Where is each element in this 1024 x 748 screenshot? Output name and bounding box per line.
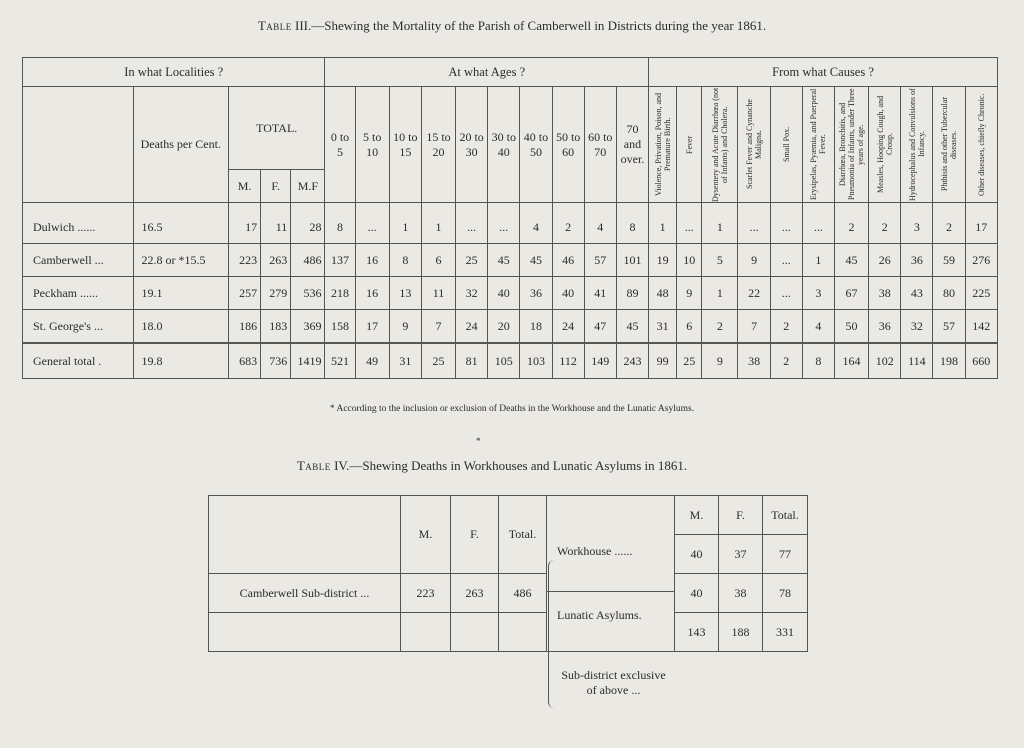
value-cell: 1	[421, 203, 455, 244]
value-cell: 16	[355, 277, 389, 310]
value-cell: 36	[520, 277, 552, 310]
table-row	[23, 244, 998, 277]
table-3-title-text: III.—Shewing the Mortality of the Parish of Camberwell in Districts during the year 1861.	[291, 18, 767, 33]
value-cell: 2	[770, 310, 802, 344]
value-cell: 369	[291, 310, 325, 344]
value-cell: 36	[869, 310, 901, 344]
value-cell: 24	[552, 310, 584, 344]
deaths-per-cent-cell: 18.0	[133, 310, 228, 344]
table-row	[209, 496, 808, 535]
ages-group-header: At what Ages ?	[325, 58, 649, 87]
value-cell: ...	[456, 203, 488, 244]
value-cell: 276	[965, 244, 997, 277]
value-cell: 32	[901, 310, 933, 344]
value-cell: 225	[965, 277, 997, 310]
value-cell: 8	[616, 203, 648, 244]
sub-row-label: Sub-district exclusive of above ...	[561, 668, 666, 697]
value-cell: 2	[869, 203, 901, 244]
cause-header-text: Fever	[684, 135, 694, 154]
causes-group-header: From what Causes ?	[649, 58, 998, 87]
table-row	[23, 277, 998, 310]
value-cell: 17	[355, 310, 389, 344]
value-cell: 18	[520, 310, 552, 344]
value-cell: 1	[649, 203, 677, 244]
value-cell: 25	[677, 343, 702, 379]
cause-header	[770, 87, 802, 203]
value-cell: 223	[401, 574, 451, 613]
value-cell: 683	[229, 343, 261, 379]
blank-cell	[451, 613, 499, 652]
cause-header-text: Erysipelas, Pyæmia, and Puerperal Fever.	[809, 88, 828, 201]
value-cell: 3	[802, 277, 834, 310]
cause-header-text: Dysentery and Acute Diarrhœa (not of Infants) and Cholera.	[710, 87, 729, 202]
value-cell: 40	[552, 277, 584, 310]
locality-cell: St. George's ...	[23, 310, 134, 344]
value-cell: 1419	[291, 343, 325, 379]
footnote: * According to the inclusion or exclusion of Deaths in the Workhouse and the Lunatic Asylums.	[329, 404, 695, 414]
value-cell: 20	[488, 310, 520, 344]
value-cell: 80	[933, 277, 965, 310]
deaths-per-cent-cell: 19.8	[133, 343, 228, 379]
value-cell: 46	[552, 244, 584, 277]
value-cell: 38	[738, 343, 770, 379]
blank-cell	[401, 613, 451, 652]
value-cell: 13	[389, 277, 421, 310]
mortality-table	[22, 57, 998, 379]
value-cell: 188	[719, 613, 763, 652]
value-cell: 9	[677, 277, 702, 310]
value-cell: 8	[325, 203, 355, 244]
value-cell: 47	[584, 310, 616, 344]
value-cell: 89	[616, 277, 648, 310]
value-cell: 57	[584, 244, 616, 277]
cause-header-text: Hydrocephalus and Convulsions of Infancy.	[907, 88, 926, 201]
value-cell: 536	[291, 277, 325, 310]
cause-header	[702, 87, 738, 203]
cause-header-text: Phthisis and other Tubercular diseases.	[940, 97, 958, 192]
value-cell: 736	[261, 343, 291, 379]
value-cell: 143	[675, 613, 719, 652]
cause-header-text: Scarlet Fever and Cynanche Maligna.	[745, 99, 764, 190]
value-cell: 36	[901, 244, 933, 277]
value-cell: 81	[456, 343, 488, 379]
table-3-title	[0, 18, 1024, 34]
value-cell: 279	[261, 277, 291, 310]
age-header: 30 to 40	[488, 87, 520, 203]
sub-row-label-stack	[547, 496, 674, 697]
value-cell: 25	[456, 244, 488, 277]
value-cell: 263	[451, 574, 499, 613]
value-cell: 103	[520, 343, 552, 379]
localities-group-header: In what Localities ?	[23, 58, 325, 87]
value-cell: 486	[291, 244, 325, 277]
value-cell: 59	[933, 244, 965, 277]
value-cell: ...	[770, 277, 802, 310]
total-header: TOTAL.	[229, 87, 325, 170]
table-4-title-text: IV.—Shewing Deaths in Workhouses and Lunatic Asylums in 1861.	[330, 458, 688, 473]
value-cell: 137	[325, 244, 355, 277]
sex-header: F.	[261, 170, 291, 203]
value-cell: 40	[675, 535, 719, 574]
value-cell: 1	[702, 277, 738, 310]
blank-cell	[499, 613, 547, 652]
value-cell: 2	[552, 203, 584, 244]
value-cell: 45	[520, 244, 552, 277]
value-cell: 25	[421, 343, 455, 379]
value-cell: 1	[802, 244, 834, 277]
value-cell: ...	[770, 244, 802, 277]
sub-row-label: Lunatic Asylums.	[557, 608, 642, 622]
value-cell: 3	[901, 203, 933, 244]
value-cell: ...	[355, 203, 389, 244]
value-cell: ...	[770, 203, 802, 244]
value-cell: 99	[649, 343, 677, 379]
sub-row-label: Workhouse ......	[557, 544, 633, 558]
value-cell: 218	[325, 277, 355, 310]
cause-header	[677, 87, 702, 203]
cause-header-text: Small Pox.	[781, 126, 791, 163]
age-header: 50 to 60	[552, 87, 584, 203]
value-cell: ...	[488, 203, 520, 244]
blank-cell	[209, 613, 401, 652]
age-header: 5 to 10	[355, 87, 389, 203]
cause-header	[802, 87, 834, 203]
age-header: 60 to 70	[584, 87, 616, 203]
value-cell: 198	[933, 343, 965, 379]
value-cell: 38	[719, 574, 763, 613]
value-cell: 31	[389, 343, 421, 379]
cause-header	[965, 87, 997, 203]
sex-header: M.F	[291, 170, 325, 203]
locality-cell: Dulwich ......	[23, 203, 134, 244]
deaths-per-cent-cell: 16.5	[133, 203, 228, 244]
value-cell: 164	[834, 343, 868, 379]
table-label: Table	[296, 458, 331, 473]
stray-asterisk: *	[476, 436, 481, 446]
value-cell: 1	[702, 203, 738, 244]
value-cell: 149	[584, 343, 616, 379]
value-cell: 4	[520, 203, 552, 244]
value-cell: 41	[584, 277, 616, 310]
value-cell: 19	[649, 244, 677, 277]
divider	[547, 591, 674, 592]
locality-cell: General total .	[23, 343, 134, 379]
value-cell: 40	[488, 277, 520, 310]
value-cell: 49	[355, 343, 389, 379]
value-cell: 521	[325, 343, 355, 379]
table-row	[23, 203, 998, 244]
value-cell: 2	[702, 310, 738, 344]
value-cell: 243	[616, 343, 648, 379]
age-header: 10 to 15	[389, 87, 421, 203]
value-cell: 331	[763, 613, 808, 652]
value-cell: 102	[869, 343, 901, 379]
table-row	[209, 574, 808, 613]
value-cell: 105	[488, 343, 520, 379]
value-cell: 17	[965, 203, 997, 244]
value-cell: 22	[738, 277, 770, 310]
value-cell: 660	[965, 343, 997, 379]
value-cell: 50	[834, 310, 868, 344]
value-cell: 8	[389, 244, 421, 277]
table-label: Table	[257, 18, 292, 33]
value-cell: 9	[389, 310, 421, 344]
value-cell: 158	[325, 310, 355, 344]
value-cell: 37	[719, 535, 763, 574]
cause-header	[901, 87, 933, 203]
value-cell: 6	[421, 244, 455, 277]
age-header: 15 to 20	[421, 87, 455, 203]
district-label: Camberwell Sub-district ...	[209, 574, 401, 613]
cause-header-text: Diarrhœa, Bronchitis, and Pneumonia of Infants, under Three years of age.	[838, 88, 866, 201]
value-cell: 9	[738, 244, 770, 277]
locality-cell: Camberwell ...	[23, 244, 134, 277]
value-cell: 26	[869, 244, 901, 277]
value-cell: 45	[834, 244, 868, 277]
value-cell: 257	[229, 277, 261, 310]
column-header: F.	[719, 496, 763, 535]
value-cell: 10	[677, 244, 702, 277]
value-cell: 8	[802, 343, 834, 379]
value-cell: 2	[834, 203, 868, 244]
value-cell: 24	[456, 310, 488, 344]
value-cell: 2	[933, 203, 965, 244]
value-cell: 223	[229, 244, 261, 277]
cause-header	[738, 87, 770, 203]
value-cell: 4	[584, 203, 616, 244]
value-cell: 486	[499, 574, 547, 613]
value-cell: 78	[763, 574, 808, 613]
deaths-per-cent-header: Deaths per Cent.	[133, 87, 228, 203]
sub-row-labels	[547, 496, 675, 697]
value-cell: 57	[933, 310, 965, 344]
value-cell: 5	[702, 244, 738, 277]
value-cell: 7	[421, 310, 455, 344]
locality-header	[23, 87, 134, 203]
value-cell: 1	[389, 203, 421, 244]
table-4-title	[0, 458, 1004, 474]
value-cell: 186	[229, 310, 261, 344]
value-cell: 263	[261, 244, 291, 277]
cause-header	[869, 87, 901, 203]
value-cell: 28	[291, 203, 325, 244]
value-cell: 7	[738, 310, 770, 344]
blank-cell	[209, 496, 401, 574]
value-cell: 183	[261, 310, 291, 344]
workhouse-asylum-table	[208, 495, 808, 697]
age-header: 40 to 50	[520, 87, 552, 203]
divider	[547, 651, 674, 652]
value-cell: 4	[802, 310, 834, 344]
value-cell: 40	[675, 574, 719, 613]
cause-header-text: Violence, Privation, Poison, and Premature Birth.	[653, 92, 672, 197]
value-cell: 45	[616, 310, 648, 344]
value-cell: 38	[869, 277, 901, 310]
column-header: M.	[401, 496, 451, 574]
table-row	[23, 310, 998, 344]
value-cell: 45	[488, 244, 520, 277]
age-header: 70 and over.	[616, 87, 648, 203]
value-cell: 2	[770, 343, 802, 379]
value-cell: 6	[677, 310, 702, 344]
table-row	[23, 343, 998, 379]
value-cell: 32	[456, 277, 488, 310]
locality-cell: Peckham ......	[23, 277, 134, 310]
value-cell: 114	[901, 343, 933, 379]
value-cell: 48	[649, 277, 677, 310]
column-header: Total.	[763, 496, 808, 535]
age-header: 0 to 5	[325, 87, 355, 203]
cause-header-text: Measles, Hooping Cough, and Croup.	[875, 95, 894, 194]
value-cell: 77	[763, 535, 808, 574]
value-cell: ...	[738, 203, 770, 244]
cause-header-text: Other diseases, chiefly Chronic.	[976, 93, 986, 196]
value-cell: 16	[355, 244, 389, 277]
value-cell: 67	[834, 277, 868, 310]
value-cell: 11	[261, 203, 291, 244]
brace	[548, 560, 557, 708]
value-cell: ...	[677, 203, 702, 244]
value-cell: 43	[901, 277, 933, 310]
cause-header	[834, 87, 868, 203]
deaths-per-cent-cell: 19.1	[133, 277, 228, 310]
column-header: F.	[451, 496, 499, 574]
cause-header	[933, 87, 965, 203]
value-cell: 9	[702, 343, 738, 379]
value-cell: 31	[649, 310, 677, 344]
deaths-per-cent-cell: 22.8 or *15.5	[133, 244, 228, 277]
value-cell: 17	[229, 203, 261, 244]
age-header: 20 to 30	[456, 87, 488, 203]
column-header: Total.	[499, 496, 547, 574]
value-cell: 112	[552, 343, 584, 379]
value-cell: 11	[421, 277, 455, 310]
value-cell: 142	[965, 310, 997, 344]
value-cell: 101	[616, 244, 648, 277]
value-cell: ...	[802, 203, 834, 244]
cause-header	[649, 87, 677, 203]
sex-header: M.	[229, 170, 261, 203]
column-header: M.	[675, 496, 719, 535]
